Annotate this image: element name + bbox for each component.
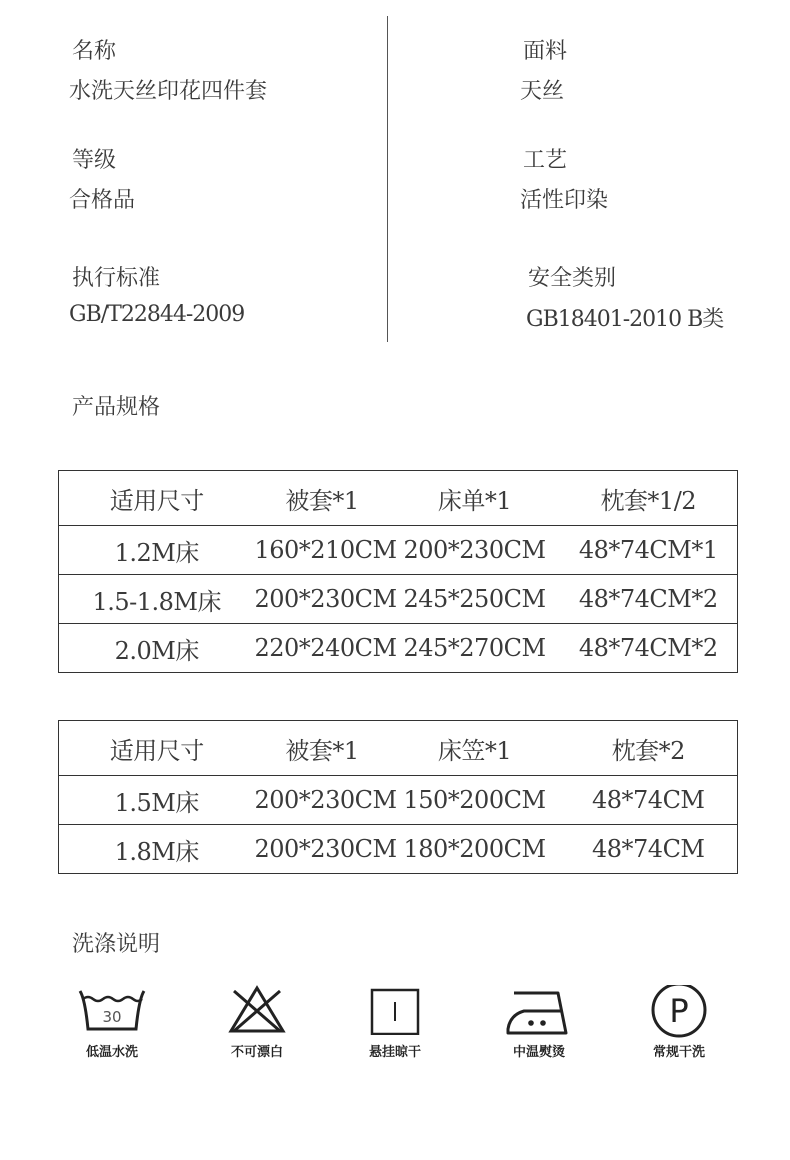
care-title: 洗涤说明 bbox=[72, 932, 161, 957]
table-cell: 200*230CM bbox=[255, 776, 390, 825]
spec-table-1 bbox=[58, 470, 738, 673]
header-cell: 枕套*1/2 bbox=[560, 471, 738, 526]
standard-label: 执行标准 bbox=[72, 266, 161, 291]
care-item-wash bbox=[52, 985, 172, 1060]
table-row bbox=[59, 575, 738, 624]
care-item-dryclean bbox=[619, 985, 739, 1060]
care-item-dry bbox=[335, 985, 455, 1060]
grade-label: 等级 bbox=[72, 148, 117, 173]
no-bleach-icon bbox=[222, 985, 292, 1035]
table-cell: 48*74CM bbox=[560, 776, 738, 825]
fabric-value: 天丝 bbox=[520, 79, 565, 104]
wash-30-icon bbox=[77, 985, 147, 1035]
header-cell: 适用尺寸 bbox=[59, 721, 255, 776]
name-label: 名称 bbox=[72, 39, 117, 64]
table-cell: 48*74CM bbox=[591, 835, 705, 863]
table-cell: 220*240CM bbox=[254, 634, 397, 662]
grade-value: 合格品 bbox=[69, 188, 136, 213]
table-header-row bbox=[59, 721, 738, 776]
spec-title: 产品规格 bbox=[72, 395, 161, 420]
care-label: 不可漂白 bbox=[230, 1045, 283, 1060]
table-cell: 180*200CM bbox=[403, 835, 546, 863]
table-cell: 2.0M床 bbox=[114, 636, 199, 665]
header-cell: 适用尺寸 bbox=[59, 471, 255, 526]
header-cell: 被套*1 bbox=[255, 471, 390, 526]
table-cell: 245*270CM bbox=[403, 634, 546, 662]
name-value: 水洗天丝印花四件套 bbox=[69, 79, 268, 104]
header-cell: 被套*1 bbox=[255, 721, 390, 776]
dryclean-letter: P bbox=[669, 992, 689, 1030]
care-item-bleach bbox=[197, 985, 317, 1060]
iron-medium-icon bbox=[504, 985, 574, 1035]
care-label: 悬挂晾干 bbox=[368, 1045, 421, 1060]
hang-dry-icon bbox=[360, 985, 430, 1035]
care-item-iron bbox=[479, 985, 599, 1060]
table-cell: 200*230CM bbox=[255, 575, 390, 624]
table-row bbox=[59, 526, 738, 575]
table-cell: 1.8M床 bbox=[114, 837, 199, 866]
table-cell: 245*250CM bbox=[390, 575, 560, 624]
table-cell: 48*74CM*2 bbox=[578, 634, 718, 662]
header-cell: 床笠*1 bbox=[390, 721, 560, 776]
header-cell: 枕套*2 bbox=[560, 721, 738, 776]
care-label: 低温水洗 bbox=[85, 1045, 138, 1060]
care-label: 常规干洗 bbox=[652, 1045, 705, 1060]
safety-value: GB18401-2010 B类 bbox=[526, 307, 724, 332]
table-cell: 160*210CM bbox=[255, 526, 390, 575]
table-row bbox=[59, 825, 738, 874]
table-cell: 200*230CM bbox=[390, 526, 560, 575]
table-cell: 1.2M床 bbox=[59, 526, 255, 575]
table-cell: 200*230CM bbox=[254, 835, 397, 863]
standard-value: GB/T22844-2009 bbox=[69, 302, 245, 327]
fabric-label: 面料 bbox=[523, 39, 568, 64]
table-cell: 1.5M床 bbox=[59, 776, 255, 825]
craft-value: 活性印染 bbox=[520, 188, 609, 213]
spec-table-2 bbox=[58, 720, 738, 874]
craft-label: 工艺 bbox=[523, 148, 568, 173]
table-row bbox=[59, 624, 738, 673]
column-divider bbox=[387, 16, 388, 342]
care-label: 中温熨烫 bbox=[512, 1045, 565, 1060]
table-cell: 48*74CM*1 bbox=[560, 526, 738, 575]
dry-clean-p-icon bbox=[644, 985, 714, 1043]
wash-temp: 30 bbox=[102, 1008, 122, 1026]
table-cell: 150*200CM bbox=[390, 776, 560, 825]
table-header-row bbox=[59, 471, 738, 526]
header-cell: 床单*1 bbox=[390, 471, 560, 526]
table-cell: 1.5-1.8M床 bbox=[59, 575, 255, 624]
table-cell: 48*74CM*2 bbox=[560, 575, 738, 624]
safety-label: 安全类别 bbox=[528, 266, 617, 291]
table-row bbox=[59, 776, 738, 825]
